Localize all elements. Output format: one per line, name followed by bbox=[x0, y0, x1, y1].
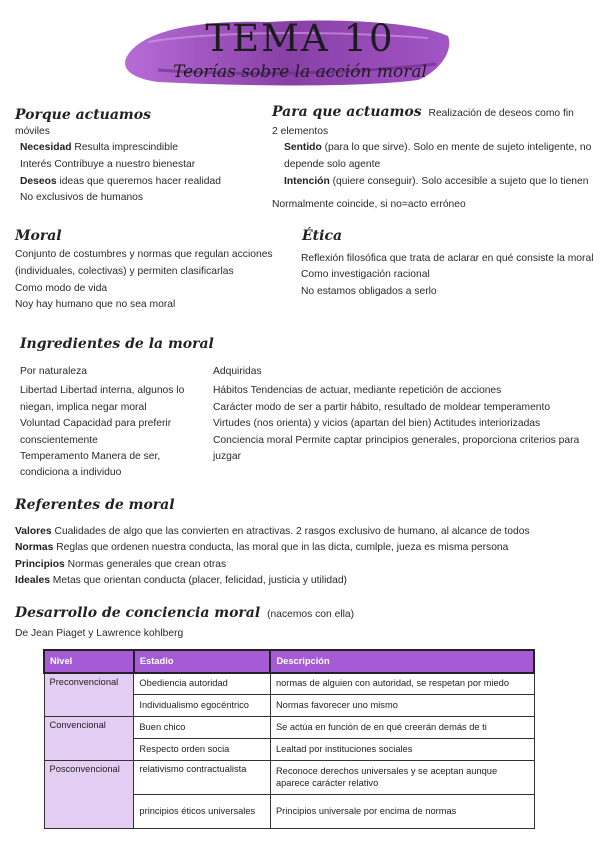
porque-item: No exclusivos de humanos bbox=[20, 192, 144, 203]
naturaleza-line: niegan, implica negar moral bbox=[20, 402, 147, 413]
paraque-sentido: Sentido (para lo que sirve). Solo en mente de sujeto inteligente, no bbox=[284, 142, 592, 153]
kohlberg-table bbox=[43, 649, 535, 829]
referente-item: Principios Normas generales que crean otras bbox=[15, 559, 227, 570]
adquiridas-line: Virtudes (nos orienta) y vicios (apartan del bien) Actitudes interiorizadas bbox=[213, 418, 541, 429]
table-row bbox=[44, 673, 534, 695]
moral-line: Como modo de vida bbox=[15, 283, 108, 294]
paraque-intencion: Intención (quiere conseguir). Solo accesible a sujeto que lo tienen bbox=[284, 176, 589, 187]
referente-item: Valores Cualidades de algo que las convierten en atractivas. 2 rasgos exclusivo de humano, al alcance de todos bbox=[15, 526, 530, 537]
heading-porque: Porque actuamos bbox=[15, 107, 151, 123]
desc-cell: Normas favorecer uno mismo bbox=[270, 695, 534, 717]
desc-cell: Reconoce derechos universales y se aceptan aunque aparece carácter relativo bbox=[270, 761, 534, 795]
desarrollo-authors: De Jean Piaget y Lawrence kohlberg bbox=[15, 628, 184, 639]
paraque-footer: Normalmente coincide, si no=acto erróneo bbox=[272, 199, 466, 210]
heading-paraque: Para que actuamos bbox=[272, 104, 422, 120]
adquiridas-line: juzgar bbox=[213, 451, 242, 462]
stage-cell: relativismo contractualista bbox=[134, 761, 271, 795]
referente-item: Ideales Metas que orientan conducta (placer, felicidad, justicia y utilidad) bbox=[15, 575, 347, 586]
table-row bbox=[44, 761, 534, 795]
stage-cell: principios éticos universales bbox=[134, 795, 271, 829]
desarrollo-note: (nacemos con ella) bbox=[267, 609, 355, 620]
column-header-descripcion: Descripción bbox=[270, 650, 534, 673]
page-subtitle: Teorías sobre la acción moral bbox=[173, 62, 427, 82]
adquiridas-line: Hábitos Tendencias de actuar, mediante repetición de acciones bbox=[213, 385, 502, 396]
table-header-row bbox=[44, 650, 534, 673]
moral-line: (individuales, colectivas) y permiten clasificarlas bbox=[15, 266, 234, 277]
heading-desarrollo: Desarrollo de conciencia moral bbox=[15, 605, 261, 621]
referente-item: Normas Reglas que ordenen nuestra conducta, las moral que in las dicta, cumlple, jueza es misma persona bbox=[15, 542, 509, 553]
porque-item: Necesidad Resulta imprescindible bbox=[20, 142, 178, 153]
etica-line: Como investigación racional bbox=[301, 269, 430, 280]
desc-cell: Se actúa en función de en qué creerán demás de ti bbox=[270, 717, 534, 739]
etica-line: No estamos obligados a serlo bbox=[301, 286, 437, 297]
naturaleza-line: condiciona a individuo bbox=[20, 467, 122, 478]
adquiridas-title: Adquiridas bbox=[213, 366, 262, 377]
column-header-nivel: Nivel bbox=[44, 650, 134, 673]
table-row bbox=[44, 717, 534, 739]
naturaleza-title: Por naturaleza bbox=[20, 366, 87, 377]
paraque-header bbox=[272, 104, 574, 122]
moral-line: Noy hay humano que no sea moral bbox=[15, 299, 176, 310]
paraque-intro: 2 elementos bbox=[272, 126, 329, 137]
adquiridas-line: Carácter modo de ser a partir hábito, resultado de moldear temperamento bbox=[213, 402, 551, 413]
etica-line: Reflexión filosófica que trata de aclarar en qué consiste la moral bbox=[301, 253, 594, 264]
page-title: TEMA 10 bbox=[205, 17, 395, 60]
naturaleza-line: Libertad Libertad interna, algunos lo bbox=[20, 385, 185, 396]
level-cell: Preconvencional bbox=[44, 673, 134, 717]
desc-cell: Principios universale por encima de normas bbox=[270, 795, 534, 829]
naturaleza-line: Temperamento Manera de ser, bbox=[20, 451, 161, 462]
porque-item: Interés Contribuye a nuestro bienestar bbox=[20, 159, 196, 170]
porque-intro: móviles bbox=[15, 126, 50, 137]
heading-referentes: Referentes de moral bbox=[15, 497, 175, 513]
paraque-note: Realización de deseos como fin bbox=[428, 108, 574, 119]
heading-moral: Moral bbox=[15, 228, 62, 244]
stage-cell: Buen chico bbox=[134, 717, 271, 739]
stage-cell: Obediencia autoridad bbox=[134, 673, 271, 695]
porque-item: Deseos ideas que queremos hacer realidad bbox=[20, 176, 221, 187]
column-header-estadio: Estadio bbox=[134, 650, 271, 673]
stage-cell: Individualismo egocéntrico bbox=[134, 695, 271, 717]
heading-etica: Ética bbox=[302, 228, 343, 244]
paraque-sentido-cont: depende solo agente bbox=[284, 159, 381, 170]
desc-cell: normas de alguien con autoridad, se respetan por miedo bbox=[270, 673, 534, 695]
naturaleza-line: Voluntad Capacidad para preferir bbox=[20, 418, 172, 429]
moral-line: Conjunto de costumbres y normas que regulan acciones bbox=[15, 249, 273, 260]
desarrollo-header bbox=[15, 605, 354, 623]
stage-cell: Respecto orden socia bbox=[134, 739, 271, 761]
naturaleza-line: conscientemente bbox=[20, 435, 98, 446]
heading-ingredientes: Ingredientes de la moral bbox=[20, 336, 214, 352]
level-cell: Posconvencional bbox=[44, 761, 134, 829]
adquiridas-line: Conciencia moral Permite captar principios generales, proporciona criterios para bbox=[213, 435, 580, 446]
level-cell: Convencional bbox=[44, 717, 134, 761]
desc-cell: Lealtad por instituciones sociales bbox=[270, 739, 534, 761]
